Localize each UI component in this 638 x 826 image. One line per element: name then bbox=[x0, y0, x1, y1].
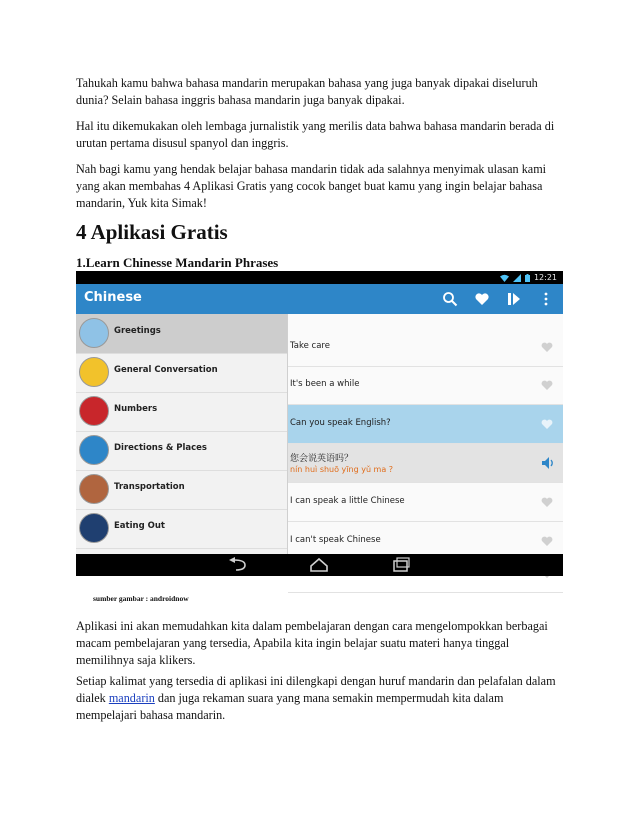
plate-icon bbox=[79, 513, 109, 543]
invite-paragraph: Nah bagi kamu yang hendak belajar bahasa mandarin tidak ada salahnya menyimak ulasan kami yang akan membahas 4 Aplikasi Gratis yang cocok banget buat kamu yang ingin belajar bahasa mandarin, Yuk kita Simak! bbox=[76, 162, 547, 210]
favorite-heart-icon[interactable] bbox=[541, 380, 553, 390]
app-title: Chinese bbox=[84, 290, 142, 305]
pinyin-text: nín huì shuō yīng yǔ ma ? bbox=[290, 465, 394, 474]
phrase-list bbox=[288, 314, 563, 554]
intro-paragraph: Tahukah kamu bahwa bahasa mandarin merupakan bahasa yang juga banyak dipakai diseluruh dunia? Selain bahasa inggris bahasa mandarin juga banyak dipakai. bbox=[76, 76, 538, 107]
mandarin-link[interactable]: mandarin bbox=[108, 691, 155, 705]
category-label: Transportation bbox=[114, 482, 185, 492]
phrase-row[interactable] bbox=[288, 328, 563, 367]
handshake-icon bbox=[79, 318, 109, 348]
speaker-icon[interactable] bbox=[541, 456, 555, 470]
image-caption: sumber gambar : androidnow bbox=[93, 594, 189, 603]
phrase-text: It's been a while bbox=[290, 379, 360, 389]
overflow-menu-icon[interactable] bbox=[538, 291, 554, 307]
battery-icon bbox=[525, 274, 530, 282]
status-time: 12:21 bbox=[533, 273, 557, 282]
bus-icon bbox=[79, 474, 109, 504]
speech-bubble-icon bbox=[79, 357, 109, 387]
category-label: General Conversation bbox=[114, 365, 218, 375]
phrase-text: Can you speak English? bbox=[290, 418, 391, 428]
favorite-heart-icon[interactable] bbox=[541, 419, 553, 429]
feature-text-start: Setiap kalimat yang tersedia di aplikasi ini dilengkapi dengan huruf mandarin dan pelafalan dalam dialek bbox=[76, 674, 556, 705]
category-label: Numbers bbox=[114, 404, 158, 414]
status-bar bbox=[76, 271, 563, 284]
category-numbers[interactable] bbox=[76, 392, 287, 432]
category-general-conversation[interactable] bbox=[76, 353, 287, 393]
back-icon[interactable] bbox=[227, 557, 249, 573]
favorite-heart-icon[interactable] bbox=[541, 342, 553, 352]
feature-paragraph bbox=[76, 673, 566, 724]
recent-apps-icon[interactable] bbox=[390, 557, 412, 573]
hanzi-text: 您会说英语吗？ bbox=[290, 454, 354, 464]
section-heading: 4 Aplikasi Gratis bbox=[76, 220, 228, 244]
app-screenshot bbox=[76, 271, 563, 576]
signal-icon bbox=[513, 274, 521, 282]
heart-icon[interactable] bbox=[474, 291, 490, 307]
navigation-bar bbox=[76, 554, 563, 576]
phrase-playback-row[interactable] bbox=[288, 444, 563, 483]
app-heading: 1.Learn Chinesse Mandarin Phrases bbox=[76, 255, 279, 270]
phrase-text: I can't speak Chinese bbox=[290, 535, 381, 545]
category-list bbox=[76, 314, 288, 554]
category-directions-places[interactable] bbox=[76, 431, 287, 471]
phrase-text: I can speak a little Chinese bbox=[290, 496, 405, 506]
description-paragraph: Aplikasi ini akan memudahkan kita dalam pembelajaran dengan cara mengelompokkan berbagai macam pembelajaran yang tersedia, Apabila kita ingin belajar suatu materi hanya tinggal memilihnya saja klikers. bbox=[76, 619, 548, 667]
source-paragraph: Hal itu dikemukakan oleh lembaga jurnalistik yang merilis data bahwa bahasa mandarin berada di urutan pertama disusul spanyol dan inggris. bbox=[76, 119, 555, 150]
category-transportation[interactable] bbox=[76, 470, 287, 510]
search-icon[interactable] bbox=[442, 291, 458, 307]
category-greetings[interactable] bbox=[76, 314, 287, 354]
action-bar bbox=[76, 284, 563, 314]
category-eating-out[interactable] bbox=[76, 509, 287, 549]
favorite-heart-icon[interactable] bbox=[541, 497, 553, 507]
map-pin-icon bbox=[79, 435, 109, 465]
phrase-row[interactable] bbox=[288, 483, 563, 522]
phrase-text: Take care bbox=[290, 341, 330, 351]
home-icon[interactable] bbox=[308, 557, 330, 573]
feature-text-end: dan juga rekaman suara yang mana semakin mempermudah kita dalam mempelajari bahasa mandarin. bbox=[76, 691, 504, 722]
category-label: Greetings bbox=[114, 326, 161, 336]
phrase-row-selected[interactable] bbox=[288, 405, 563, 444]
play-icon[interactable] bbox=[506, 291, 522, 307]
numbers-icon bbox=[79, 396, 109, 426]
favorite-heart-icon[interactable] bbox=[541, 536, 553, 546]
category-label: Directions & Places bbox=[114, 443, 207, 453]
wifi-icon bbox=[500, 274, 509, 282]
category-label: Eating Out bbox=[114, 521, 165, 531]
phrase-row[interactable] bbox=[288, 366, 563, 405]
